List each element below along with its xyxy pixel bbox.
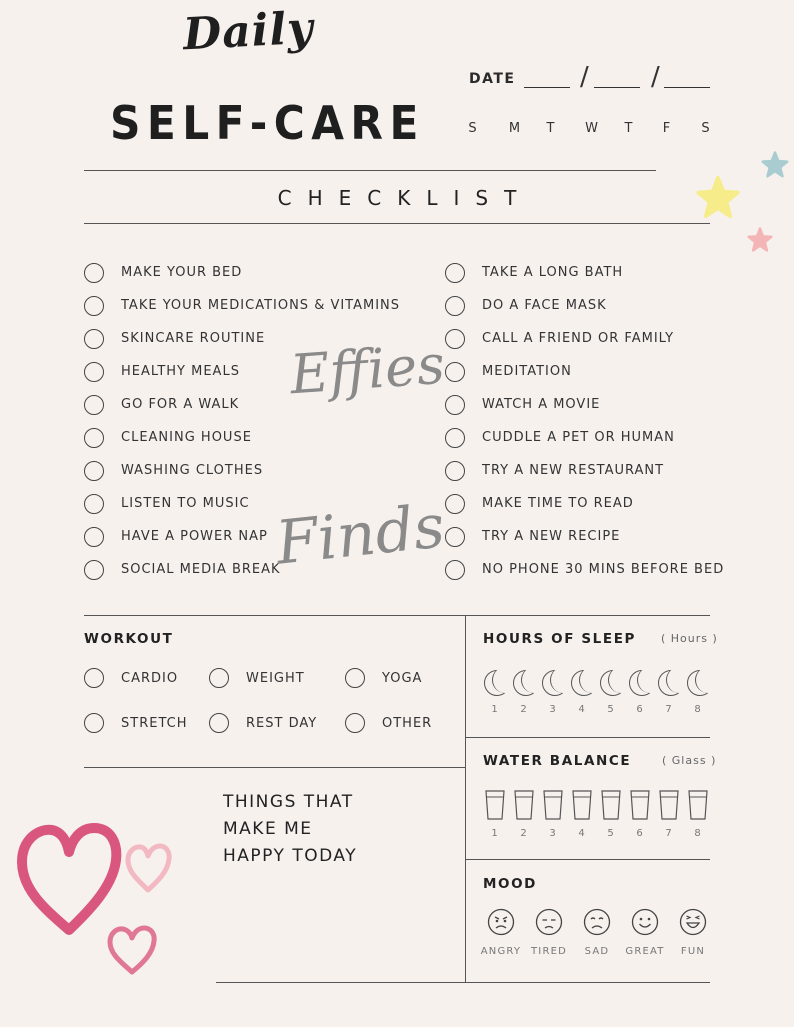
checkbox[interactable] <box>84 362 104 382</box>
sleep-tracker <box>480 670 712 715</box>
handwritten-watermark-effies: Effies <box>287 332 447 407</box>
self-care-title: SELF-CARE <box>110 96 425 150</box>
moon-icon[interactable] <box>629 670 651 696</box>
checkbox[interactable] <box>84 428 104 448</box>
workout-option-rest-day[interactable] <box>209 713 317 733</box>
section-vertical-divider <box>465 615 466 983</box>
checklist-item-label: CALL A FRIEND OR FAMILY <box>482 331 675 346</box>
handwritten-watermark-finds: Finds <box>272 491 448 579</box>
checklist-item-label: TRY A NEW RESTAURANT <box>482 463 665 478</box>
list-item[interactable] <box>445 553 724 586</box>
checklist-item-label: LISTEN TO MUSIC <box>121 496 250 511</box>
moon-icon[interactable] <box>542 670 564 696</box>
checklist-item-label: MEDITATION <box>482 364 572 379</box>
checkbox[interactable] <box>84 527 104 547</box>
date-slash: / <box>580 62 589 92</box>
checklist-item-label: CLEANING HOUSE <box>121 430 252 445</box>
list-item[interactable] <box>445 388 724 421</box>
mood-option-angry[interactable] <box>477 908 525 957</box>
water-glass[interactable] <box>538 790 567 839</box>
blue-star-icon <box>760 150 790 184</box>
checkbox[interactable] <box>84 494 104 514</box>
workout-label: OTHER <box>382 715 433 731</box>
water-glass-number: 1 <box>491 828 498 839</box>
workout-option-other[interactable] <box>345 713 432 733</box>
sleep-hour[interactable] <box>625 670 654 715</box>
mood-option-great[interactable] <box>621 908 669 957</box>
workout-label: STRETCH <box>121 715 188 731</box>
tired-face-icon[interactable] <box>535 908 563 936</box>
checkbox[interactable] <box>84 713 104 733</box>
workout-option-weight[interactable] <box>209 668 305 688</box>
mood-label: GREAT <box>625 946 665 957</box>
mood-option-sad[interactable] <box>573 908 621 957</box>
water-glass[interactable] <box>596 790 625 839</box>
list-item[interactable] <box>84 454 400 487</box>
checkbox[interactable] <box>209 713 229 733</box>
list-item[interactable] <box>445 289 724 322</box>
workout-label: WEIGHT <box>246 670 305 686</box>
water-glass[interactable] <box>567 790 596 839</box>
workout-title: WORKOUT <box>84 631 174 647</box>
checklist-item-label: TAKE YOUR MEDICATIONS & VITAMINS <box>121 298 401 313</box>
mood-tracker <box>477 908 717 957</box>
glass-icon[interactable] <box>485 790 505 820</box>
moon-icon[interactable] <box>658 670 680 696</box>
happy-line-1: THINGS THAT <box>223 792 354 812</box>
sleep-hour-number: 7 <box>665 704 672 715</box>
yellow-star-icon <box>694 174 742 226</box>
happy-today-heading <box>223 789 357 870</box>
glass-icon[interactable] <box>601 790 621 820</box>
checklist-item-label: TRY A NEW RECIPE <box>482 529 621 544</box>
daily-script-title: Daily <box>181 2 315 61</box>
water-glass[interactable] <box>509 790 538 839</box>
list-item[interactable] <box>445 421 724 454</box>
mood-title: MOOD <box>483 876 537 892</box>
checkbox[interactable] <box>84 560 104 580</box>
glass-icon[interactable] <box>572 790 592 820</box>
workout-option-yoga[interactable] <box>345 668 422 688</box>
glass-icon[interactable] <box>630 790 650 820</box>
bottom-divider <box>216 982 710 983</box>
sleep-hour-number: 3 <box>549 704 556 715</box>
day-tuesday[interactable]: T <box>546 121 556 136</box>
checkbox[interactable] <box>84 329 104 349</box>
moon-icon[interactable] <box>600 670 622 696</box>
glass-icon[interactable] <box>659 790 679 820</box>
workout-label: YOGA <box>382 670 423 686</box>
small-heart-icon <box>124 842 172 898</box>
water-divider <box>466 859 710 860</box>
checkbox[interactable] <box>345 713 365 733</box>
checklist-item-label: WASHING CLOTHES <box>121 463 264 478</box>
workout-label: CARDIO <box>121 670 179 686</box>
checkbox[interactable] <box>84 395 104 415</box>
sleep-hour[interactable] <box>480 670 509 715</box>
sleep-hour-number: 1 <box>491 704 498 715</box>
checkbox[interactable] <box>345 668 365 688</box>
sleep-hour[interactable] <box>509 670 538 715</box>
date-label: DATE <box>469 71 516 87</box>
checkbox[interactable] <box>84 296 104 316</box>
list-item[interactable] <box>445 322 724 355</box>
day-monday[interactable]: M <box>508 121 522 136</box>
checkbox[interactable] <box>445 329 465 349</box>
date-year-line[interactable] <box>664 87 710 88</box>
checklist-item-label: NO PHONE 30 MINS BEFORE BED <box>482 562 725 577</box>
sleep-hour[interactable] <box>596 670 625 715</box>
sleep-hour[interactable] <box>654 670 683 715</box>
sleep-hour[interactable] <box>567 670 596 715</box>
checklist-item-label: WATCH A MOVIE <box>482 397 601 412</box>
pink-star-icon <box>746 226 774 258</box>
mood-label: SAD <box>584 946 610 957</box>
date-slash: / <box>651 62 660 92</box>
checklist-item-label: CUDDLE A PET OR HUMAN <box>482 430 675 445</box>
water-tracker <box>480 790 712 839</box>
checkbox[interactable] <box>84 668 104 688</box>
date-day-line[interactable] <box>594 87 640 88</box>
sleep-hour-number: 4 <box>578 704 585 715</box>
moon-icon[interactable] <box>687 670 709 696</box>
glass-icon[interactable] <box>543 790 563 820</box>
checklist-item-label: MAKE YOUR BED <box>121 265 243 280</box>
day-thursday[interactable]: T <box>624 121 634 136</box>
water-glass-number: 7 <box>665 828 672 839</box>
water-glass-number: 2 <box>520 828 527 839</box>
glass-icon[interactable] <box>688 790 708 820</box>
checklist-item-label: HEALTHY MEALS <box>121 364 240 379</box>
checkbox[interactable] <box>445 461 465 481</box>
checklist-item-label: MAKE TIME TO READ <box>482 496 634 511</box>
checklist-right-column <box>445 256 724 586</box>
mood-option-tired[interactable] <box>525 908 573 957</box>
checkbox[interactable] <box>445 428 465 448</box>
water-glass[interactable] <box>480 790 509 839</box>
checklist-item-label: DO A FACE MASK <box>482 298 607 313</box>
checkbox[interactable] <box>445 395 465 415</box>
water-glass-number: 8 <box>694 828 701 839</box>
moon-icon[interactable] <box>513 670 535 696</box>
day-saturday[interactable]: S <box>701 121 711 136</box>
checklist-item-label: GO FOR A WALK <box>121 397 240 412</box>
mood-label: TIRED <box>530 946 568 957</box>
checkbox[interactable] <box>445 527 465 547</box>
day-sunday[interactable]: S <box>468 121 478 136</box>
water-glass[interactable] <box>683 790 712 839</box>
moon-icon[interactable] <box>484 670 506 696</box>
sleep-hour-number: 8 <box>694 704 701 715</box>
checklist-divider <box>84 223 710 224</box>
checklist-item-label: SKINCARE ROUTINE <box>121 331 266 346</box>
list-item[interactable] <box>84 289 400 322</box>
happy-face-icon[interactable] <box>631 908 659 936</box>
sleep-hour[interactable] <box>683 670 712 715</box>
list-item[interactable] <box>84 421 400 454</box>
list-item[interactable] <box>445 487 724 520</box>
list-item[interactable] <box>445 520 724 553</box>
list-item[interactable] <box>445 454 724 487</box>
sleep-hour-number: 5 <box>607 704 614 715</box>
water-title: WATER BALANCE <box>483 753 632 769</box>
mood-label: FUN <box>680 946 706 957</box>
checkbox[interactable] <box>445 494 465 514</box>
checkbox[interactable] <box>445 296 465 316</box>
header-divider <box>84 170 656 171</box>
glass-icon[interactable] <box>514 790 534 820</box>
sleep-divider <box>466 737 710 738</box>
happy-line-2: MAKE ME <box>223 819 313 839</box>
checkbox[interactable] <box>445 362 465 382</box>
list-item[interactable] <box>445 355 724 388</box>
checklist-title: CHECKLIST <box>277 186 533 210</box>
sleep-hour[interactable] <box>538 670 567 715</box>
water-glass-number: 4 <box>578 828 585 839</box>
sad-face-icon[interactable] <box>583 908 611 936</box>
workout-divider <box>84 767 465 768</box>
section-divider <box>84 615 710 616</box>
mood-option-fun[interactable] <box>669 908 717 957</box>
checkbox[interactable] <box>445 263 465 283</box>
sleep-hour-number: 6 <box>636 704 643 715</box>
date-month-line[interactable] <box>524 87 570 88</box>
checklist-item-label: HAVE A POWER NAP <box>121 529 268 544</box>
moon-icon[interactable] <box>571 670 593 696</box>
water-glass[interactable] <box>654 790 683 839</box>
day-friday[interactable]: F <box>662 121 672 136</box>
angry-face-icon[interactable] <box>487 908 515 936</box>
water-glass-number: 6 <box>636 828 643 839</box>
sleep-hour-number: 2 <box>520 704 527 715</box>
sleep-title: HOURS OF SLEEP <box>483 631 637 647</box>
day-wednesday[interactable]: W <box>585 121 599 136</box>
mood-label: ANGRY <box>480 946 522 957</box>
checkbox[interactable] <box>209 668 229 688</box>
list-item[interactable] <box>84 256 400 289</box>
sleep-unit: ( Hours ) <box>661 632 718 645</box>
workout-option-stretch[interactable] <box>84 713 187 733</box>
checkbox[interactable] <box>445 560 465 580</box>
checkbox[interactable] <box>84 263 104 283</box>
laughing-face-icon[interactable] <box>679 908 707 936</box>
workout-label: REST DAY <box>246 715 318 731</box>
checkbox[interactable] <box>84 461 104 481</box>
water-glass-number: 5 <box>607 828 614 839</box>
checklist-item-label: SOCIAL MEDIA BREAK <box>121 562 281 577</box>
checklist-item-label: TAKE A LONG BATH <box>482 265 624 280</box>
water-glass[interactable] <box>625 790 654 839</box>
medium-heart-icon <box>106 924 158 980</box>
workout-option-cardio[interactable] <box>84 668 178 688</box>
happy-line-3: HAPPY TODAY <box>223 846 358 866</box>
water-glass-number: 3 <box>549 828 556 839</box>
list-item[interactable] <box>445 256 724 289</box>
water-unit: ( Glass ) <box>662 754 717 767</box>
